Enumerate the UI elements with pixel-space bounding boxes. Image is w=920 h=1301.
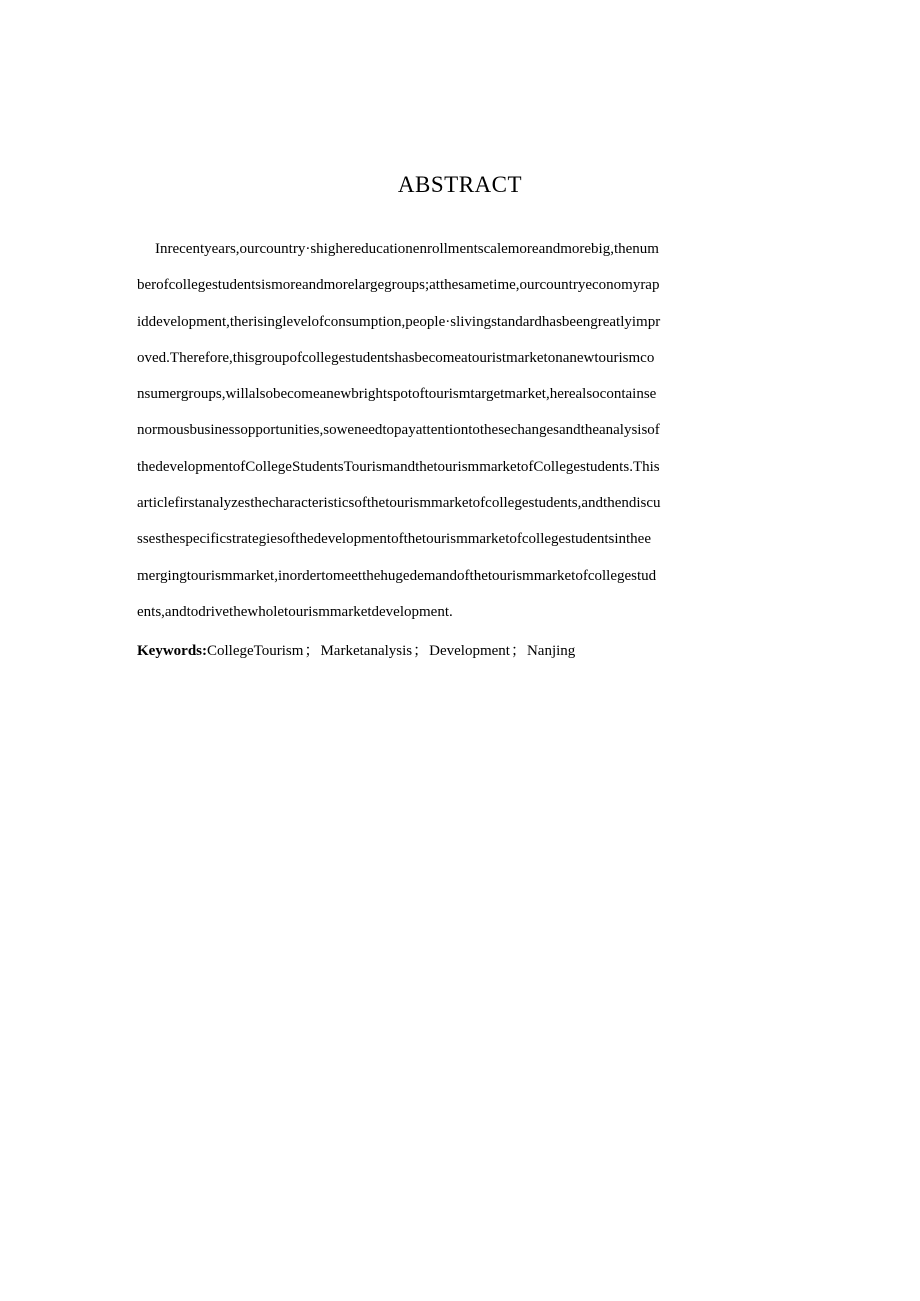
keywords-line bbox=[137, 636, 575, 666]
keyword-separator: ； bbox=[510, 643, 526, 659]
abstract-line: Inrecentyears,ourcountry·shighereducationenrollmentscalemoreandmorebig,thenum bbox=[155, 241, 659, 257]
abstract-line: thedevelopmentofCollegeStudentsTourismandthetourismmarketofCollegestudents.This bbox=[137, 458, 660, 475]
keywords-label: Keywords: bbox=[137, 643, 207, 659]
abstract-line: berofcollegestudentsismoreandmorelargegroups;atthesametime,ourcountryeconomyrap bbox=[137, 277, 660, 294]
abstract-line: normousbusinessopportunities,soweneedtopayattentiontothesechangesandtheanalysisof bbox=[137, 422, 660, 439]
abstract-line: iddevelopment,therisinglevelofconsumption,people·slivingstandardhasbeengreatlyimpr bbox=[137, 313, 661, 330]
abstract-body bbox=[137, 234, 785, 633]
keyword-item: Marketanalysis bbox=[320, 643, 413, 659]
abstract-line: ents,andtodrivethewholetourismmarketdevelopment. bbox=[137, 603, 453, 620]
abstract-line: oved.Therefore,thisgroupofcollegestudentshasbecomeatouristmarketonanewtourismco bbox=[137, 349, 655, 366]
abstract-line: mergingtourismmarket,inordertomeetthehugedemandofthetourismmarketofcollegestud bbox=[137, 567, 657, 584]
keyword-item: CollegeTourism bbox=[207, 643, 304, 659]
abstract-title: ABSTRACT bbox=[397, 172, 523, 197]
abstract-line: articlefirstanalyzesthecharacteristicsofthetourismmarketofcollegestudents,andthendiscu bbox=[137, 495, 661, 512]
abstract-line: nsumergroups,willalsobecomeanewbrightspotoftourismtargetmarket,herealsocontainse bbox=[137, 386, 657, 403]
abstract-line: ssesthespecificstrategiesofthedevelopmentofthetourismmarketofcollegestudentsinthee bbox=[137, 531, 651, 548]
keyword-separator: ； bbox=[413, 643, 429, 659]
keyword-item: Nanjing bbox=[526, 643, 576, 659]
keyword-separator: ； bbox=[304, 643, 320, 659]
keyword-item: Development bbox=[429, 643, 510, 659]
